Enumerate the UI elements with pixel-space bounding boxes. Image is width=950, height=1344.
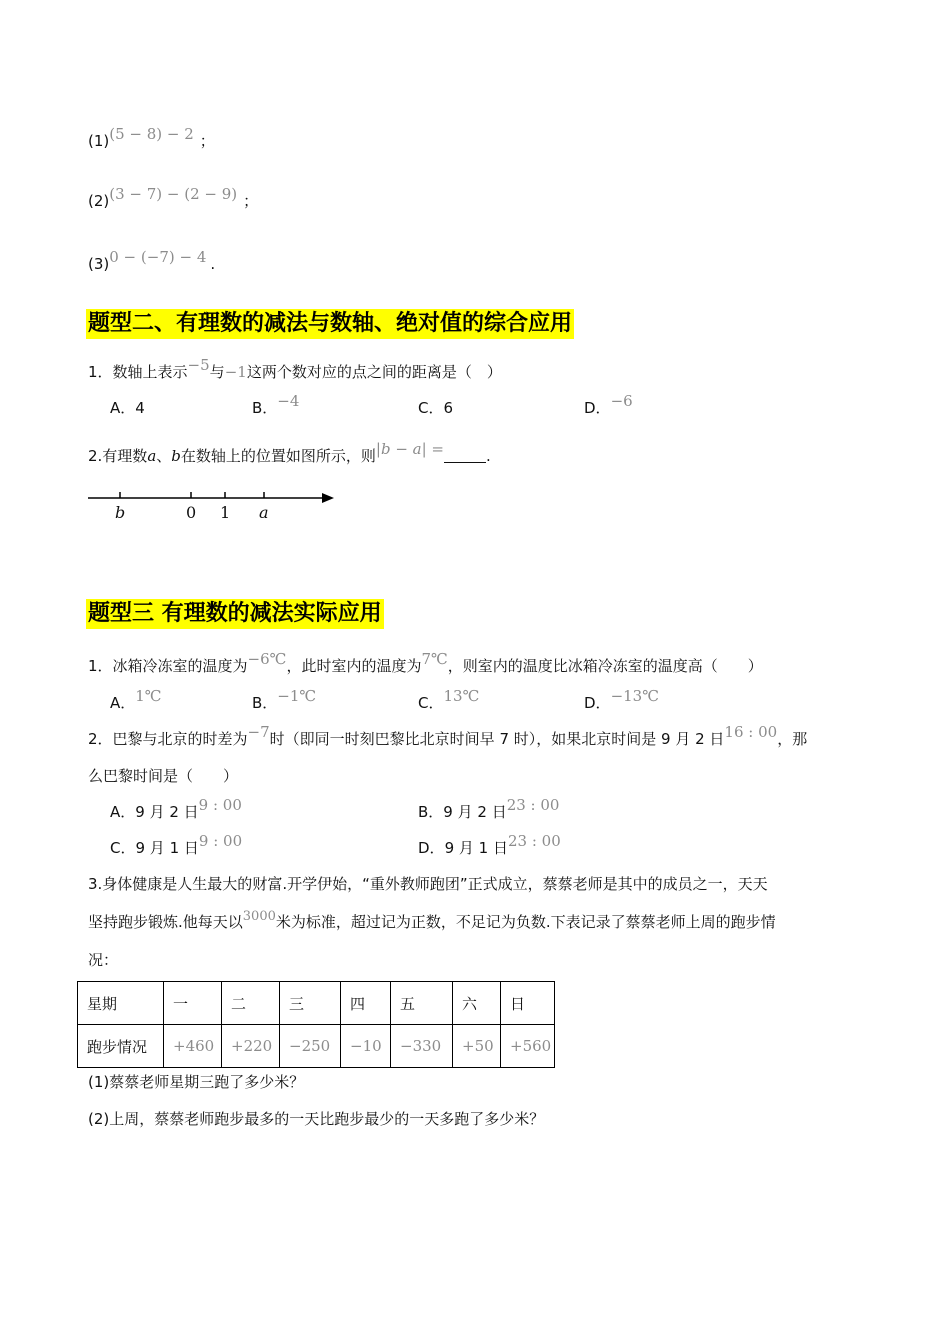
s3-question-3-line3: 况： bbox=[88, 951, 119, 969]
option-c: C．13℃ bbox=[418, 687, 480, 712]
s3-question-1 bbox=[88, 650, 763, 676]
s3-question-3-sub1: (1)蔡蔡老师星期三跑了多少米？ bbox=[88, 1073, 305, 1091]
exercise-1 bbox=[88, 125, 215, 151]
math-value: 16 : 00 bbox=[724, 723, 778, 741]
table-cell: −250 bbox=[280, 1025, 341, 1068]
option-a: A．9 月 2 日9 : 00 bbox=[110, 796, 242, 821]
label-a: a bbox=[259, 503, 269, 522]
table-header-cell: 五 bbox=[391, 982, 453, 1025]
question-text: 时（即同一时刻巴黎比北京时间早 7 时），如果北京时间是 9 月 2 日 bbox=[269, 730, 725, 748]
punctuation: . bbox=[486, 447, 491, 465]
punctuation: ； bbox=[243, 192, 259, 210]
variable: b bbox=[171, 447, 181, 465]
exercise-label: (2) bbox=[88, 192, 110, 210]
question-text: 、 bbox=[156, 447, 172, 465]
table-header-cell: 一 bbox=[164, 982, 222, 1025]
option-a: A．4 bbox=[110, 399, 145, 417]
option-b: B．−4 bbox=[252, 392, 300, 417]
option-a: A．1℃ bbox=[110, 687, 162, 712]
s3-question-3-line1: 3.身体健康是人生最大的财富.开学伊始，“重外教师跑团”正式成立，蔡蔡老师是其中的成员之一，天天 bbox=[88, 875, 768, 893]
math-value: −1 bbox=[224, 363, 247, 381]
section-heading-2: 题型二、有理数的减法与数轴、绝对值的综合应用 bbox=[86, 309, 574, 339]
question-text: ，那 bbox=[777, 730, 808, 748]
table-header-row bbox=[78, 982, 555, 1025]
label-one: 1 bbox=[220, 503, 231, 522]
table-header-cell: 星期 bbox=[78, 982, 164, 1025]
math-expression: (3 − 7) − (2 − 9) bbox=[109, 185, 238, 203]
arrow-icon bbox=[322, 493, 334, 503]
question-text: 1．冰箱冷冻室的温度为 bbox=[88, 657, 248, 675]
exercise-label: (1) bbox=[88, 132, 110, 150]
answer-blank[interactable] bbox=[444, 448, 486, 463]
question-text: 1．数轴上表示 bbox=[88, 363, 188, 381]
table-header-cell: 日 bbox=[501, 982, 555, 1025]
question-text: ，则室内的温度比冰箱冷冻室的温度高（ ） bbox=[447, 657, 763, 675]
math-value: −6℃ bbox=[247, 650, 287, 668]
option-c: C．6 bbox=[418, 399, 454, 417]
table-cell: +220 bbox=[222, 1025, 280, 1068]
math-expression: |b − a| = bbox=[375, 440, 444, 458]
exercise-3 bbox=[88, 248, 216, 274]
table-header-cell: 二 bbox=[222, 982, 280, 1025]
math-expression: (5 − 8) − 2 bbox=[109, 125, 194, 143]
s3-question-3-sub2: (2)上周，蔡蔡老师跑步最多的一天比跑步最少的一天多跑了多少米？ bbox=[88, 1110, 545, 1128]
punctuation: ； bbox=[199, 132, 215, 150]
table-header-cell: 三 bbox=[280, 982, 341, 1025]
s3-question-3-line2 bbox=[88, 909, 776, 934]
option-d: D．−6 bbox=[584, 392, 633, 417]
question-text: ，此时室内的温度为 bbox=[286, 657, 422, 675]
question-text: 与 bbox=[209, 363, 225, 381]
question-text: 坚持跑步锻炼.他每天以 bbox=[88, 913, 243, 931]
table-header-cell: 四 bbox=[341, 982, 391, 1025]
table-header-cell: 六 bbox=[453, 982, 501, 1025]
label-zero: 0 bbox=[186, 503, 197, 522]
table-row bbox=[78, 1025, 555, 1068]
table-cell: +50 bbox=[453, 1025, 501, 1068]
exercise-2 bbox=[88, 185, 259, 211]
table-cell: +560 bbox=[501, 1025, 555, 1068]
question-text: 2.有理数 bbox=[88, 447, 148, 465]
math-value: 3000 bbox=[242, 909, 276, 924]
option-d: D．−13℃ bbox=[584, 687, 659, 712]
exercise-label: (3) bbox=[88, 255, 110, 273]
option-d: D．9 月 1 日23 : 00 bbox=[418, 832, 561, 857]
table-cell: −330 bbox=[391, 1025, 453, 1068]
math-value: −7 bbox=[247, 723, 270, 741]
option-b: B．−1℃ bbox=[252, 687, 317, 712]
s2-question-1 bbox=[88, 356, 502, 382]
math-value: 7℃ bbox=[421, 650, 448, 668]
math-expression: 0 − (−7) − 4 bbox=[109, 248, 207, 266]
question-text: 米为标准，超过记为正数，不足记为负数.下表记录了蔡蔡老师上周的跑步情 bbox=[275, 913, 776, 931]
question-text: 这两个数对应的点之间的距离是（ ） bbox=[246, 363, 502, 381]
question-text: 在数轴上的位置如图所示，则 bbox=[180, 447, 376, 465]
variable: a bbox=[147, 447, 157, 465]
table-cell: +460 bbox=[164, 1025, 222, 1068]
s2-question-2 bbox=[88, 440, 491, 466]
table-row-label: 跑步情况 bbox=[78, 1025, 164, 1068]
punctuation: . bbox=[210, 255, 216, 273]
s3-question-2 bbox=[88, 723, 808, 749]
option-c: C．9 月 1 日9 : 00 bbox=[110, 832, 243, 857]
math-value: −5 bbox=[187, 356, 210, 374]
running-table bbox=[77, 981, 555, 1068]
question-text: 2．巴黎与北京的时差为 bbox=[88, 730, 248, 748]
s3-question-2-line2: 么巴黎时间是（ ） bbox=[88, 767, 239, 785]
section-heading-3: 题型三 有理数的减法实际应用 bbox=[86, 599, 384, 629]
table-cell: −10 bbox=[341, 1025, 391, 1068]
option-b: B．9 月 2 日23 : 00 bbox=[418, 796, 560, 821]
label-b: b bbox=[115, 503, 126, 522]
